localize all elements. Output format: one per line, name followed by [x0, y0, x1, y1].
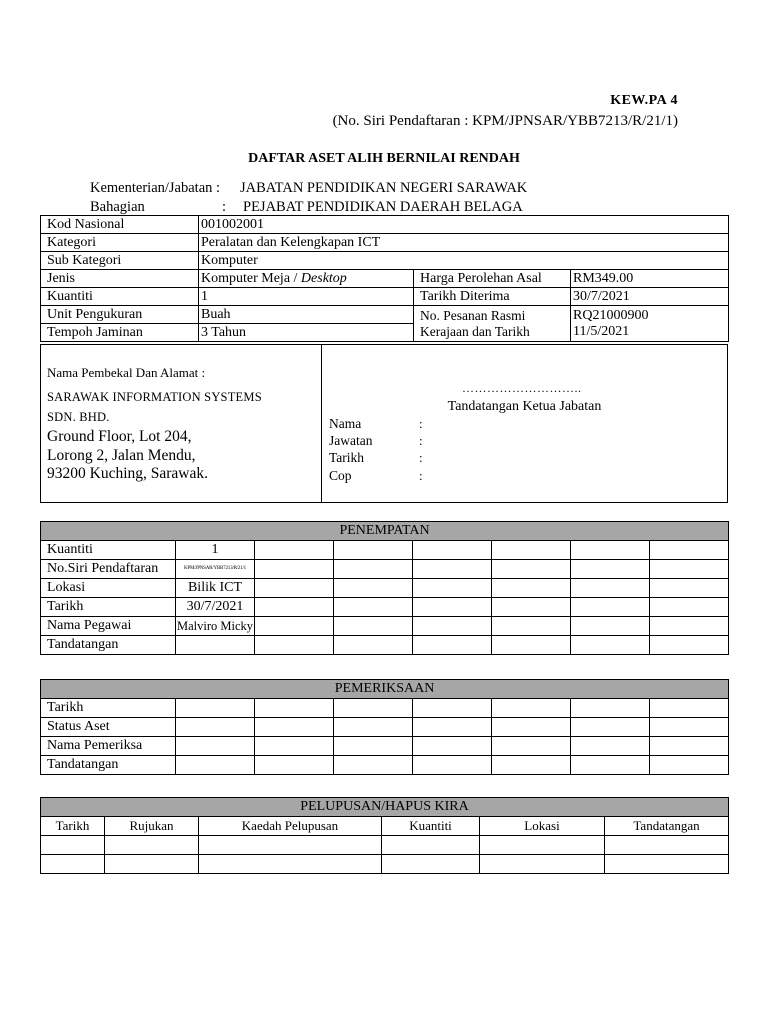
label-pesanan-2: Kerajaan dan Tarikh	[420, 323, 530, 339]
value-kod-nasional: 001002001	[199, 216, 729, 234]
value-tarikh-diterima: 30/7/2021	[571, 288, 729, 306]
sig-field-tarikh: Tarikh	[329, 450, 365, 465]
supplier-panel	[40, 344, 322, 503]
row-sub-kategori	[41, 252, 729, 270]
table-row	[41, 699, 729, 718]
col-tandatangan: Tandatangan	[605, 817, 729, 836]
inspection-label: Tandatangan	[41, 756, 176, 775]
disposal-table	[40, 797, 729, 874]
label-kuantiti: Kuantiti	[41, 288, 199, 306]
sig-colon-jawatan: :	[419, 433, 423, 448]
placement-value: Malviro Micky	[176, 617, 255, 636]
placement-value	[176, 636, 255, 655]
placement-title: PENEMPATAN	[41, 522, 729, 541]
col-rujukan: Rujukan	[105, 817, 199, 836]
sig-field-jawatan: Jawatan	[329, 433, 373, 448]
placement-label: No.Siri Pendaftaran	[41, 560, 176, 579]
inspection-title: PEMERIKSAAN	[41, 680, 729, 699]
col-tarikh: Tarikh	[41, 817, 105, 836]
disposal-title: PELUPUSAN/HAPUS KIRA	[41, 798, 729, 817]
supplier-address-line-3: 93200 Kuching, Sarawak.	[47, 465, 208, 482]
inspection-label: Tarikh	[41, 699, 176, 718]
value-jenis-italic: Desktop	[300, 271, 347, 286]
value-jenis-text: Komputer Meja /	[201, 271, 301, 286]
supplier-address	[47, 428, 208, 484]
value-kuantiti: 1	[199, 288, 414, 306]
label-harga: Harga Perolehan Asal	[414, 270, 571, 288]
value-sub-kategori: Komputer	[199, 252, 729, 270]
placement-label: Kuantiti	[41, 541, 176, 560]
label-sub-kategori: Sub Kategori	[41, 252, 199, 270]
division-colon: :	[222, 199, 227, 215]
value-pesanan-2: 11/5/2021	[573, 323, 630, 339]
value-jaminan: 3 Tahun	[199, 324, 414, 342]
table-row	[41, 836, 729, 855]
form-title: DAFTAR ASET ALIH BERNILAI RENDAH	[248, 151, 520, 166]
table-row	[41, 737, 729, 756]
row-kod-nasional	[41, 216, 729, 234]
inspection-label: Status Aset	[41, 718, 176, 737]
label-unit: Unit Pengukuran	[41, 306, 199, 324]
inspection-label: Nama Pemeriksa	[41, 737, 176, 756]
placement-table	[40, 521, 729, 655]
sig-colon-cop: :	[419, 468, 423, 483]
label-pesanan	[414, 306, 571, 342]
value-unit: Buah	[199, 306, 414, 324]
table-row	[41, 636, 729, 655]
value-pesanan	[571, 306, 729, 342]
row-unit	[41, 306, 729, 324]
kew-code: KEW.PA 4	[610, 93, 678, 108]
table-row	[41, 756, 729, 775]
label-kod-nasional: Kod Nasional	[41, 216, 199, 234]
disposal-header-row	[41, 817, 729, 836]
row-kategori	[41, 234, 729, 252]
value-harga: RM349.00	[571, 270, 729, 288]
label-tarikh-diterima: Tarikh Diterima	[414, 288, 571, 306]
table-row	[41, 560, 729, 579]
sig-field-cop: Cop	[329, 468, 352, 483]
value-pesanan-1: RQ21000900	[573, 307, 649, 323]
row-kuantiti	[41, 288, 729, 306]
placement-label: Lokasi	[41, 579, 176, 598]
placement-label: Nama Pegawai	[41, 617, 176, 636]
signature-panel	[321, 344, 728, 503]
value-kategori: Peralatan dan Kelengkapan ICT	[199, 234, 729, 252]
table-row	[41, 855, 729, 874]
division-value: PEJABAT PENDIDIKAN DAERAH BELAGA	[243, 199, 523, 215]
label-jenis: Jenis	[41, 270, 199, 288]
label-jaminan: Tempoh Jaminan	[41, 324, 199, 342]
value-jenis	[199, 270, 414, 288]
placement-label: Tarikh	[41, 598, 176, 617]
signature-line: ………………………..	[462, 381, 582, 395]
supplier-name-line-1: SARAWAK INFORMATION SYSTEMS	[47, 390, 262, 404]
label-pesanan-1: No. Pesanan Rasmi	[420, 307, 526, 323]
signature-title: Tandatangan Ketua Jabatan	[447, 399, 602, 414]
supplier-address-line-2: Lorong 2, Jalan Mendu,	[47, 446, 196, 464]
supplier-label: Nama Pembekal Dan Alamat :	[47, 365, 206, 380]
table-row	[41, 617, 729, 636]
placement-value: Bilik ICT	[176, 579, 255, 598]
inspection-table	[40, 679, 729, 775]
placement-value: KPM/JPNSAR/YBB7213/R/21/1	[176, 560, 255, 579]
supplier-address-line-1: Ground Floor, Lot 204,	[47, 428, 192, 445]
placement-value: 30/7/2021	[176, 598, 255, 617]
placement-label: Tandatangan	[41, 636, 176, 655]
sig-colon-nama: :	[419, 416, 423, 431]
label-kategori: Kategori	[41, 234, 199, 252]
registration-serial: (No. Siri Pendaftaran : KPM/JPNSAR/YBB7213/R/21/1)	[332, 113, 678, 129]
ministry-label: Kementerian/Jabatan :	[90, 180, 221, 196]
col-kaedah: Kaedah Pelupusan	[199, 817, 382, 836]
table-row	[41, 541, 729, 560]
table-row	[41, 579, 729, 598]
sig-field-nama: Nama	[329, 416, 362, 431]
ministry-value: JABATAN PENDIDIKAN NEGERI SARAWAK	[240, 180, 528, 196]
supplier-name-line-2: SDN. BHD.	[47, 410, 110, 424]
row-jenis	[41, 270, 729, 288]
col-lokasi: Lokasi	[480, 817, 605, 836]
supplier-name	[47, 387, 262, 427]
placement-value: 1	[176, 541, 255, 560]
table-row	[41, 598, 729, 617]
col-kuantiti: Kuantiti	[382, 817, 480, 836]
asset-info-table	[40, 215, 729, 342]
sig-colon-tarikh: :	[419, 450, 423, 465]
table-row	[41, 718, 729, 737]
division-label: Bahagian	[90, 199, 145, 215]
